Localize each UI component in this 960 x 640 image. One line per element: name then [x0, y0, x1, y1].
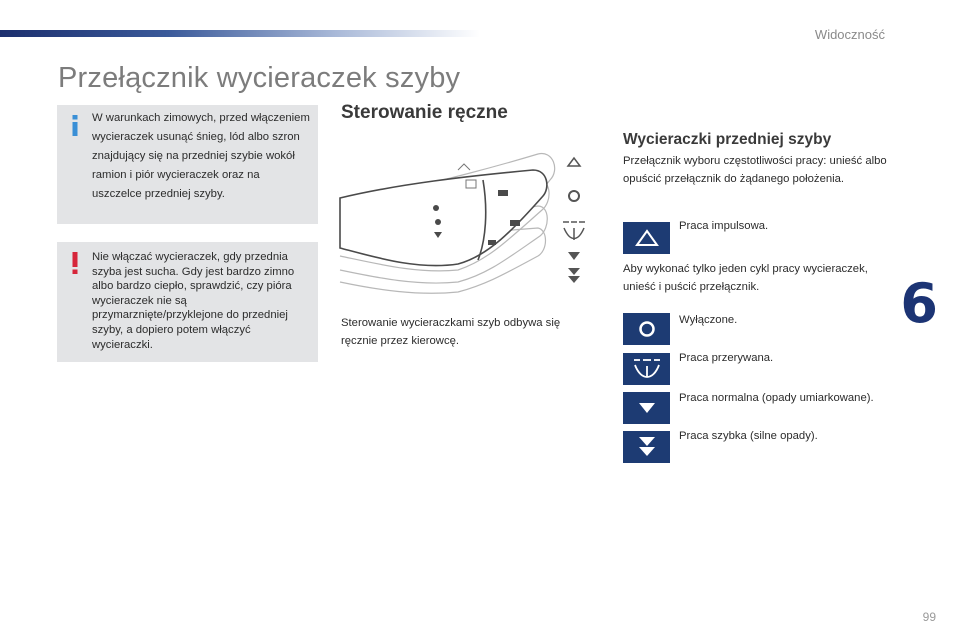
switch-position-symbols	[558, 152, 586, 292]
position-label-intermittent: Praca przerywana.	[679, 352, 774, 364]
triangle-down-icon	[623, 392, 670, 424]
info-icon	[67, 113, 83, 139]
warning-note-text: Nie włączać wycieraczek, gdy przednia szyba jest sucha. Gdy jest bardzo zimno albo bardzo ciepło, sprawdzić, czy pióra wycieraczek nie są przymarznięte/przyklejone do przedniej szyby, a dopiero potem włączyć wycieraczki.	[92, 251, 295, 351]
position-label-impulse: Praca impulsowa.	[679, 220, 769, 232]
page-title: Przełącznik wycieraczek szyby	[58, 62, 461, 94]
position-label-fast: Praca szybka (silne opady).	[679, 430, 818, 442]
info-note-text: W warunkach zimowych, przed włączeniem wycieraczek usunąć śnieg, lód albo szron znajdujący się na przedniej szybie wokół ramion i piór wycieraczek oraz na uszczelce przedniej szyby.	[92, 112, 310, 200]
position-label-off: Wyłączone.	[679, 314, 738, 326]
header-gradient-bar	[0, 30, 480, 37]
exclamation-icon	[67, 250, 83, 276]
single-cycle-text: Aby wykonać tylko jeden cykl pracy wycieraczek, unieść i puścić przełącznik.	[623, 263, 868, 293]
position-label-normal: Praca normalna (opady umiarkowane).	[679, 392, 874, 404]
circle-off-icon	[623, 313, 670, 345]
triangle-up-icon	[623, 222, 670, 254]
info-note	[57, 105, 318, 224]
manual-description: Sterowanie wycieraczkami szyb odbywa się ręcznie przez kierowcę.	[341, 317, 561, 347]
front-wipers-heading: Wycieraczki przedniej szyby	[623, 131, 832, 148]
intermittent-wiper-icon	[623, 353, 670, 385]
double-triangle-down-icon	[623, 431, 670, 463]
chapter-number: 6	[900, 272, 938, 335]
front-wipers-intro: Przełącznik wyboru częstotliwości pracy: unieść albo opuścić przełącznik do żądanego położenia.	[623, 155, 887, 185]
manual-heading: Sterowanie ręczne	[341, 102, 508, 123]
section-name: Widoczność	[814, 27, 885, 42]
warning-note	[57, 242, 318, 362]
page-number: 99	[922, 610, 936, 624]
